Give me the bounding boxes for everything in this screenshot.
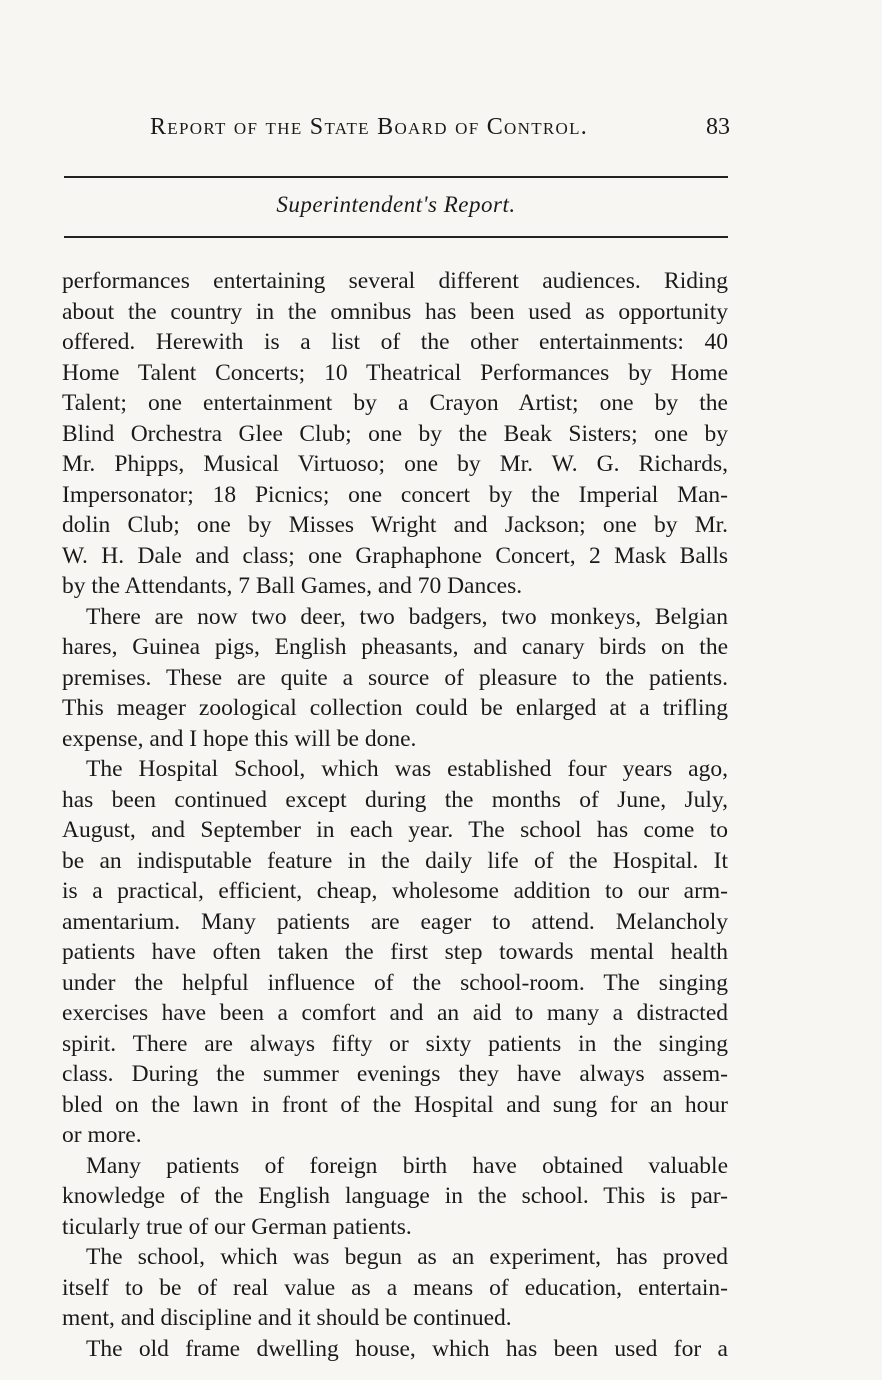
text-line: hares, Guinea pigs, English pheasants, and canary birds on the [62, 634, 728, 660]
header-rule-bottom [64, 236, 728, 238]
text-line: bled on the lawn in front of the Hospital and sung for an hour [62, 1091, 728, 1118]
section-heading: Superintendent's Report. [276, 192, 516, 217]
text-line: itself to be of real value as a means of education, entertain- [62, 1274, 728, 1301]
text-line: This meager zoological collection could be enlarged at a trifling [62, 695, 728, 721]
running-head [62, 112, 730, 148]
text-line: spirit. There are always fifty or sixty patients in the singing [62, 1030, 728, 1057]
text-line: exercises have been a comfort and an aid to many a distracted [62, 1000, 728, 1026]
page-number: 83 [706, 114, 730, 140]
text-line: Talent; one entertainment by a Crayon Artist; one by the [62, 390, 728, 416]
text-line: Home Talent Concerts; 10 Theatrical Performances by Home [62, 359, 728, 386]
running-title: Report of the State Board of Control. [150, 114, 589, 140]
text-line: The old frame dwelling house, which has been used for a [86, 1335, 728, 1362]
text-line: expense, and I hope this will be done. [62, 725, 417, 752]
text-line: premises. These are quite a source of pleasure to the patients. [62, 664, 728, 691]
text-line: is a practical, efficient, cheap, wholesome addition to our arm- [62, 878, 728, 904]
text-line: offered. Herewith is a list of the other entertainments: 40 [62, 329, 728, 355]
text-line: amentarium. Many patients are eager to attend. Melancholy [62, 908, 728, 935]
text-line: August, and September in each year. The school has come to [62, 817, 728, 843]
text-line: by the Attendants, 7 Ball Games, and 70 Dances. [62, 573, 523, 599]
text-line: under the helpful influence of the school-room. The singing [62, 969, 728, 996]
text-line: or more. [62, 1122, 142, 1148]
text-line: be an indisputable feature in the daily life of the Hospital. It [62, 847, 728, 874]
text-line: ticularly true of our German patients. [62, 1213, 412, 1240]
text-line: Many patients of foreign birth have obtained valuable [86, 1152, 728, 1179]
text-line: Blind Orchestra Glee Club; one by the Beak Sisters; one by [62, 420, 728, 447]
text-line: The school, which was begun as an experiment, has proved [86, 1244, 728, 1270]
text-line: about the country in the omnibus has been used as opportunity [62, 298, 728, 325]
text-line: Impersonator; 18 Picnics; one concert by the Imperial Man- [62, 481, 728, 508]
text-line: class. During the summer evenings they have always assem- [62, 1061, 728, 1087]
text-line: knowledge of the English language in the school. This is par- [62, 1183, 728, 1209]
text-line: There are now two deer, two badgers, two monkeys, Belgian [86, 603, 728, 630]
text-line: has been continued except during the months of June, July, [62, 786, 728, 813]
text-line: The Hospital School, which was established four years ago, [86, 756, 728, 782]
text-line: dolin Club; one by Misses Wright and Jackson; one by Mr. [62, 512, 728, 538]
text-line: ment, and discipline and it should be continued. [62, 1305, 512, 1331]
text-line: W. H. Dale and class; one Graphaphone Concert, 2 Mask Balls [62, 542, 728, 569]
header-rule-top [64, 176, 728, 178]
text-line: patients have often taken the first step towards mental health [62, 939, 728, 965]
text-line: performances entertaining several different audiences. Riding [62, 268, 728, 294]
text-line: Mr. Phipps, Musical Virtuoso; one by Mr. W. G. Richards, [62, 451, 728, 477]
